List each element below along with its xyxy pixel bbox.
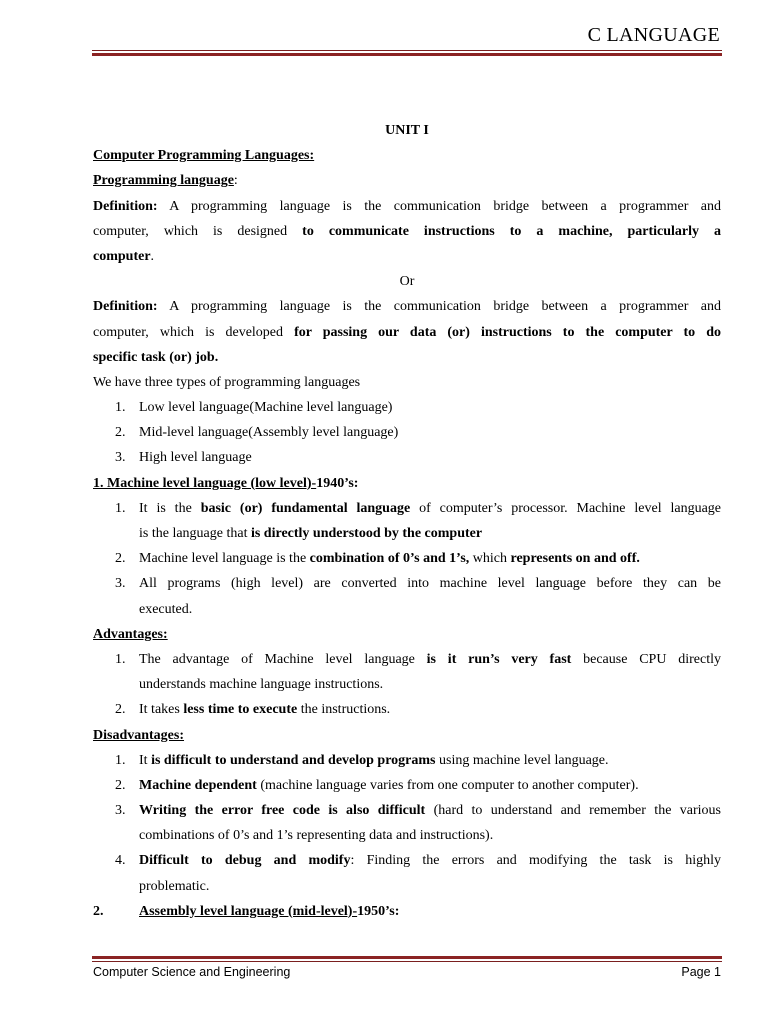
definition-2-line-1: Definition: A programming language is the communication bridge between a programmer and: [93, 299, 721, 315]
list-item: 4. Difficult to debug and modify: Finding the errors and modifying the task is highly: [115, 853, 721, 869]
list-item-cont: problematic.: [139, 878, 210, 894]
list-item: 1. It is the basic (or) fundamental language of computer’s processor. Machine level language: [115, 500, 721, 516]
prog-lang-heading: Programming language:: [93, 173, 238, 189]
list-item: 1. The advantage of Machine level language is it run’s very fast because CPU directly: [115, 651, 721, 667]
list-item: 2. Machine level language is the combination of 0’s and 1’s, which represents on and off.: [115, 551, 640, 567]
list-item: 3. All programs (high level) are converted into machine level language before they can be: [115, 576, 721, 592]
assembly-level-heading: 2. Assembly level language (mid-level)-1950’s:: [93, 903, 400, 919]
document-body: [93, 118, 721, 924]
list-item: 2. Mid-level language(Assembly level language): [115, 425, 399, 441]
definition-2-line-2: computer, which is developed for passing our data (or) instructions to the computer to do: [93, 324, 721, 340]
advantages-heading: Advantages:: [93, 626, 168, 642]
list-item: 3. Writing the error free code is also difficult (hard to understand and remember the various: [115, 803, 721, 819]
section-title: Computer Programming Languages:: [93, 148, 315, 164]
page-footer: [93, 965, 721, 979]
list-item: 3. High level language: [115, 450, 252, 466]
definition-1-line-3: computer.: [93, 248, 155, 264]
header-rule-thin: [92, 50, 722, 51]
machine-level-heading: 1. Machine level language (low level)-1940’s:: [93, 475, 359, 491]
footer-rule-thin: [92, 961, 722, 962]
list-item: 2. Machine dependent (machine language varies from one computer to another computer).: [115, 777, 639, 793]
disadvantages-heading: Disadvantages:: [93, 727, 185, 743]
list-item-cont: understands machine language instructions.: [139, 677, 384, 693]
types-intro: We have three types of programming languages: [93, 374, 361, 390]
list-item: 1. Low level language(Machine level language): [115, 400, 393, 416]
list-item-cont: is the language that is directly understood by the computer: [139, 526, 483, 541]
or-separator: Or: [399, 274, 415, 290]
unit-title: UNIT I: [385, 123, 429, 138]
list-item-cont: executed.: [139, 601, 193, 617]
definition-2-line-3: specific task (or) job.: [93, 349, 219, 365]
list-item-cont: combinations of 0’s and 1’s representing data and instructions).: [139, 828, 494, 844]
footer-page-number: Page 1: [681, 965, 721, 979]
header-title: C LANGUAGE: [587, 24, 720, 46]
footer-rule-thick: [92, 956, 722, 959]
footer-department: Computer Science and Engineering: [93, 965, 291, 979]
list-item: 1. It is difficult to understand and develop programs using machine level language.: [115, 752, 609, 768]
definition-1-line-1: Definition: A programming language is the communication bridge between a programmer and: [93, 198, 721, 214]
definition-1-line-2: computer, which is designed to communicate instructions to a machine, particularly a: [93, 223, 721, 239]
list-item: 2. It takes less time to execute the instructions.: [115, 702, 391, 718]
header-rule-thick: [92, 53, 722, 56]
